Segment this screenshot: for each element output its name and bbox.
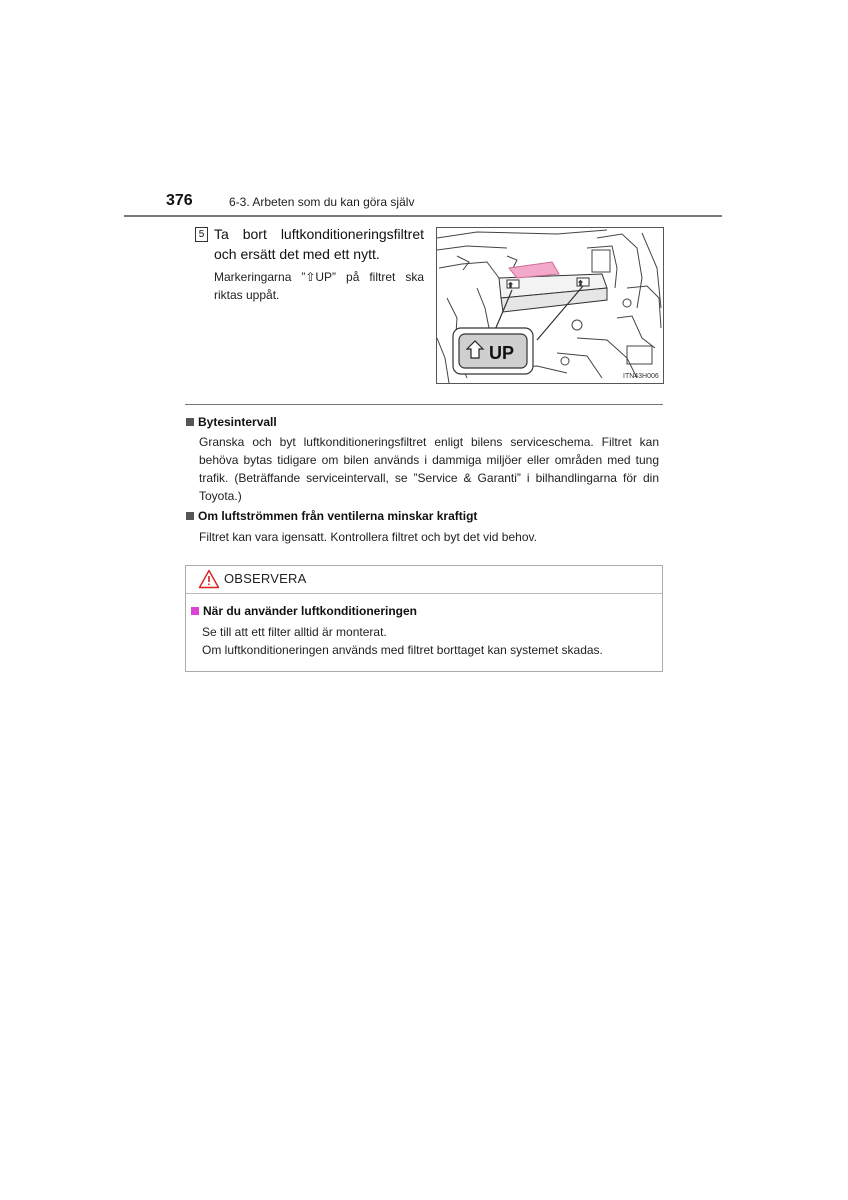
bullet-square-icon bbox=[186, 418, 194, 426]
svg-text:⇧: ⇧ bbox=[578, 281, 584, 287]
bullet-square-icon bbox=[186, 512, 194, 520]
paragraph-bytesintervall: Granska och byt luftkonditioneringsfiltret enligt bilens serviceschema. Filtret kan behöva bytas tidigare om bilen används i dammiga miljöer eller områden med tung trafik. (Beträffande serviceintervall, se ”Service & Garanti” i bilhandlingarna för din Toyota.) bbox=[199, 435, 659, 503]
filter-illustration bbox=[436, 227, 664, 384]
header-rule bbox=[124, 215, 722, 217]
step-text: Ta bort luftkonditioneringsfiltret och ersätt det med ett nytt. bbox=[214, 226, 424, 262]
warning-subheading-text: När du använder luftkonditioneringen bbox=[203, 604, 418, 618]
filter-housing bbox=[499, 274, 607, 312]
warning-subheading bbox=[191, 604, 417, 618]
svg-text:⇧: ⇧ bbox=[508, 283, 514, 289]
warning-line-1: Se till att ett filter alltid är monterat. bbox=[202, 625, 387, 639]
illustration-code: ITN43H006 bbox=[623, 373, 659, 380]
paragraph-luftstrommen: Filtret kan vara igensatt. Kontrollera filtret och byt det vid behov. bbox=[199, 530, 537, 544]
heading-text: Om luftströmmen från ventilerna minskar kraftigt bbox=[198, 509, 478, 523]
heading-text: Bytesintervall bbox=[198, 415, 277, 429]
step-number: 5 bbox=[195, 227, 208, 242]
step-note: Markeringarna ”⇧UP” på filtret ska riktas uppåt. bbox=[214, 270, 424, 302]
warning-box bbox=[185, 565, 663, 672]
section-title: 6-3. Arbeten som du kan göra själv bbox=[229, 195, 415, 209]
filter-diagram bbox=[437, 228, 663, 383]
bullet-square-icon bbox=[191, 607, 199, 615]
warning-line-2: Om luftkonditioneringen används med filtret borttaget kan systemet skadas. bbox=[202, 643, 603, 657]
section-divider bbox=[185, 404, 663, 405]
warning-header bbox=[186, 566, 662, 594]
heading-bytesintervall bbox=[186, 415, 277, 429]
up-callout-text: UP bbox=[489, 343, 515, 363]
heading-luftstrommen bbox=[186, 509, 477, 523]
warning-triangle-icon bbox=[198, 569, 220, 594]
warning-title: OBSERVERA bbox=[224, 571, 307, 586]
page-number: 376 bbox=[166, 192, 193, 209]
